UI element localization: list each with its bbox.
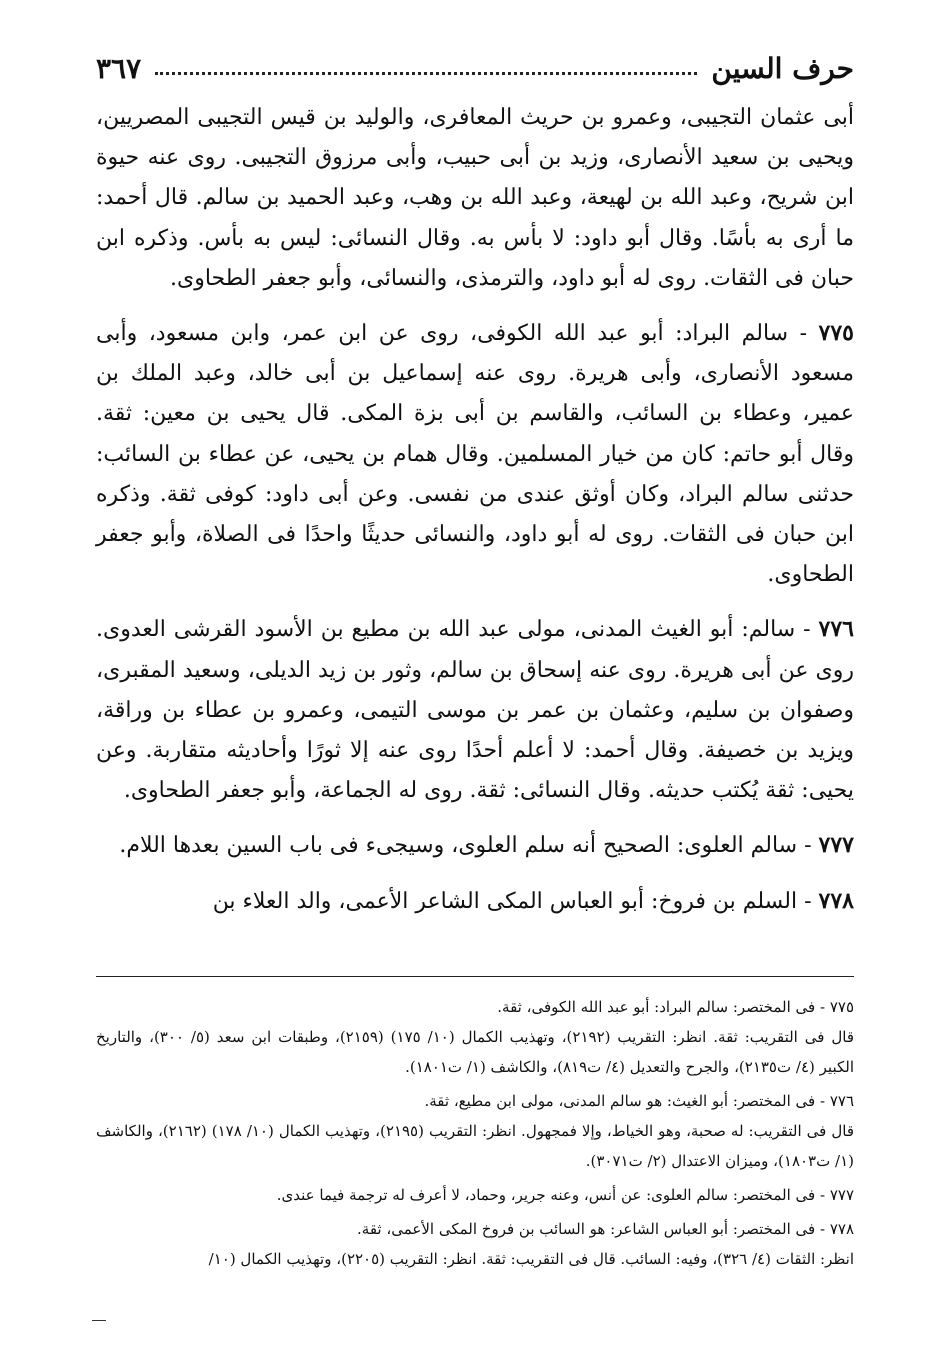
footnote-divider — [96, 976, 854, 977]
footnotes — [96, 988, 854, 1274]
page-header — [96, 46, 854, 90]
entry-text: السلم بن فروخ: أبو العباس المكى الشاعر الأعمى، والد العلاء بن — [212, 888, 798, 914]
footnote-778-head: ٧٧٨ - فى المختصر: أبو العباس الشاعر: هو السائب بن فروخ المكى الأعمى، ثقة. — [357, 1220, 854, 1238]
footnote-776-head: ٧٧٦ - فى المختصر: أبو الغيث: هو سالم المدنى، مولى ابن مطيع، ثقة. — [424, 1092, 854, 1110]
footnote-775-head: ٧٧٥ - فى المختصر: سالم البراد: أبو عبد الله الكوفى، ثقة. — [497, 998, 854, 1016]
entry-778 — [96, 881, 854, 922]
continued-paragraph: أبى عثمان التجيبى، وعمرو بن حريث المعافرى، والوليد بن قيس التجيبى المصريين، ويحيى بن سعيد الأنصارى، وزيد بن أبى حبيب، وأبى مرزوق التجيبى. روى عنه حيوة ابن شريح، وعبد الله بن لهيعة، وعبد الله بن وهب، وعبد الحميد بن سالم. قال أحمد: ما أرى به بأسًا. وقال أبو داود: لا بأس به. وقال النسائى: ليس به بأس. وذكره ابن حبان فى الثقات. روى له أبو داود، والترمذى، والنسائى، وأبو جعفر الطحاوى. — [96, 105, 854, 291]
entry-text: سالم العلوى: الصحيح أنه سلم العلوى، وسيجىء فى باب السين بعدها اللام. — [119, 833, 798, 859]
entry-776 — [96, 609, 854, 811]
footnote-775-body: قال فى التقريب: ثقة. انظر: التقريب (٢١٩٢)، وتهذيب الكمال (١٠/ ١٧٥) (٢١٥٩)، وطبقات ابن سعد (٥/ ٣٠٠)، والتاريخ الكبير (٤/ ت٢١٣٥)، والجرح والتعديل (٤/ ت٨١٩)، والكاشف (١/ ت١٨٠١). — [96, 1028, 854, 1076]
page-number: ٣٦٧ — [96, 51, 142, 85]
page-corner-mark — [92, 1320, 106, 1321]
entry-text: سالم البراد: أبو عبد الله الكوفى، روى عن ابن عمر، وابن مسعود، وأبى مسعود الأنصارى، وأبى هريرة. روى عنه إسماعيل بن أبى خالد، وعبد الملك بن عمير، وعطاء بن السائب، والقاسم بن أبى بزة المكى. قال يحيى بن معين: ثقة. وقال أبو حاتم: كان من خيار المسلمين. وقال همام بن يحيى، عن عطاء بن السائب: حدثنى سالم البراد، وكان أوثق عندى من نفسى. وعن أبى داود: كوفى ثقة. وذكره ابن حبان فى الثقات. روى له أبو داود، والنسائى حديثًا واحدًا فى الصلاة، وأبو جعفر الطحاوى. — [96, 321, 854, 588]
entry-777 — [96, 825, 854, 866]
entry-separator: - — [799, 321, 808, 347]
entry-separator: - — [804, 888, 812, 914]
entry-775 — [96, 313, 854, 595]
entry-separator: - — [803, 617, 811, 643]
main-text — [96, 98, 854, 936]
entry-number: ٧٧٦ — [818, 616, 854, 643]
entry-text: سالم: أبو الغيث المدنى، مولى عبد الله بن مطيع بن الأسود القرشى العدوى. روى عن أبى هريرة. روى عنه إسحاق بن سالم، وثور بن زيد الديلى، وسعيد المقبرى، وصفوان بن سليم، وعثمان بن عمر بن موسى التيمى، وعمرو بن عطاء بن وراقة، ويزيد بن خصيفة. وقال أحمد: لا أعلم أحدًا روى عنه إلا ثورًا وأحاديثه متقاربة. وعن يحيى: ثقة يُكتب حديثه. وقال النسائى: ثقة. روى له الجماعة، وأبو جعفر الطحاوى. — [96, 617, 854, 804]
footnote-777-head: ٧٧٧ - فى المختصر: سالم العلوى: عن أنس، وعنه جرير، وحماد، لا أعرف له ترجمة فيما عندى. — [276, 1186, 854, 1204]
dotted-leader — [155, 72, 697, 75]
entry-separator: - — [804, 833, 812, 859]
entry-number: ٧٧٨ — [818, 887, 854, 914]
entry-number: ٧٧٧ — [818, 832, 854, 859]
entry-number: ٧٧٥ — [818, 320, 854, 347]
footnote-778-body: انظر: الثقات (٤/ ٣٢٦)، وفيه: السائب. قال فى التقريب: ثقة. انظر: التقريب (٢٢٠٥)، وتهذيب الكمال (١٠/ — [208, 1250, 854, 1268]
footnote-776-body: قال فى التقريب: له صحبة، وهو الخياط، وإلا فمجهول. انظر: التقريب (٢١٩٥)، وتهذيب الكمال (١٠/ ١٧٨) (٢١٦٢)، والكاشف (١/ ت١٨٠٣)، وميزان الاعتدال (٢/ ت٣٠٧١). — [96, 1122, 854, 1170]
running-title: حرف السين — [711, 51, 854, 85]
